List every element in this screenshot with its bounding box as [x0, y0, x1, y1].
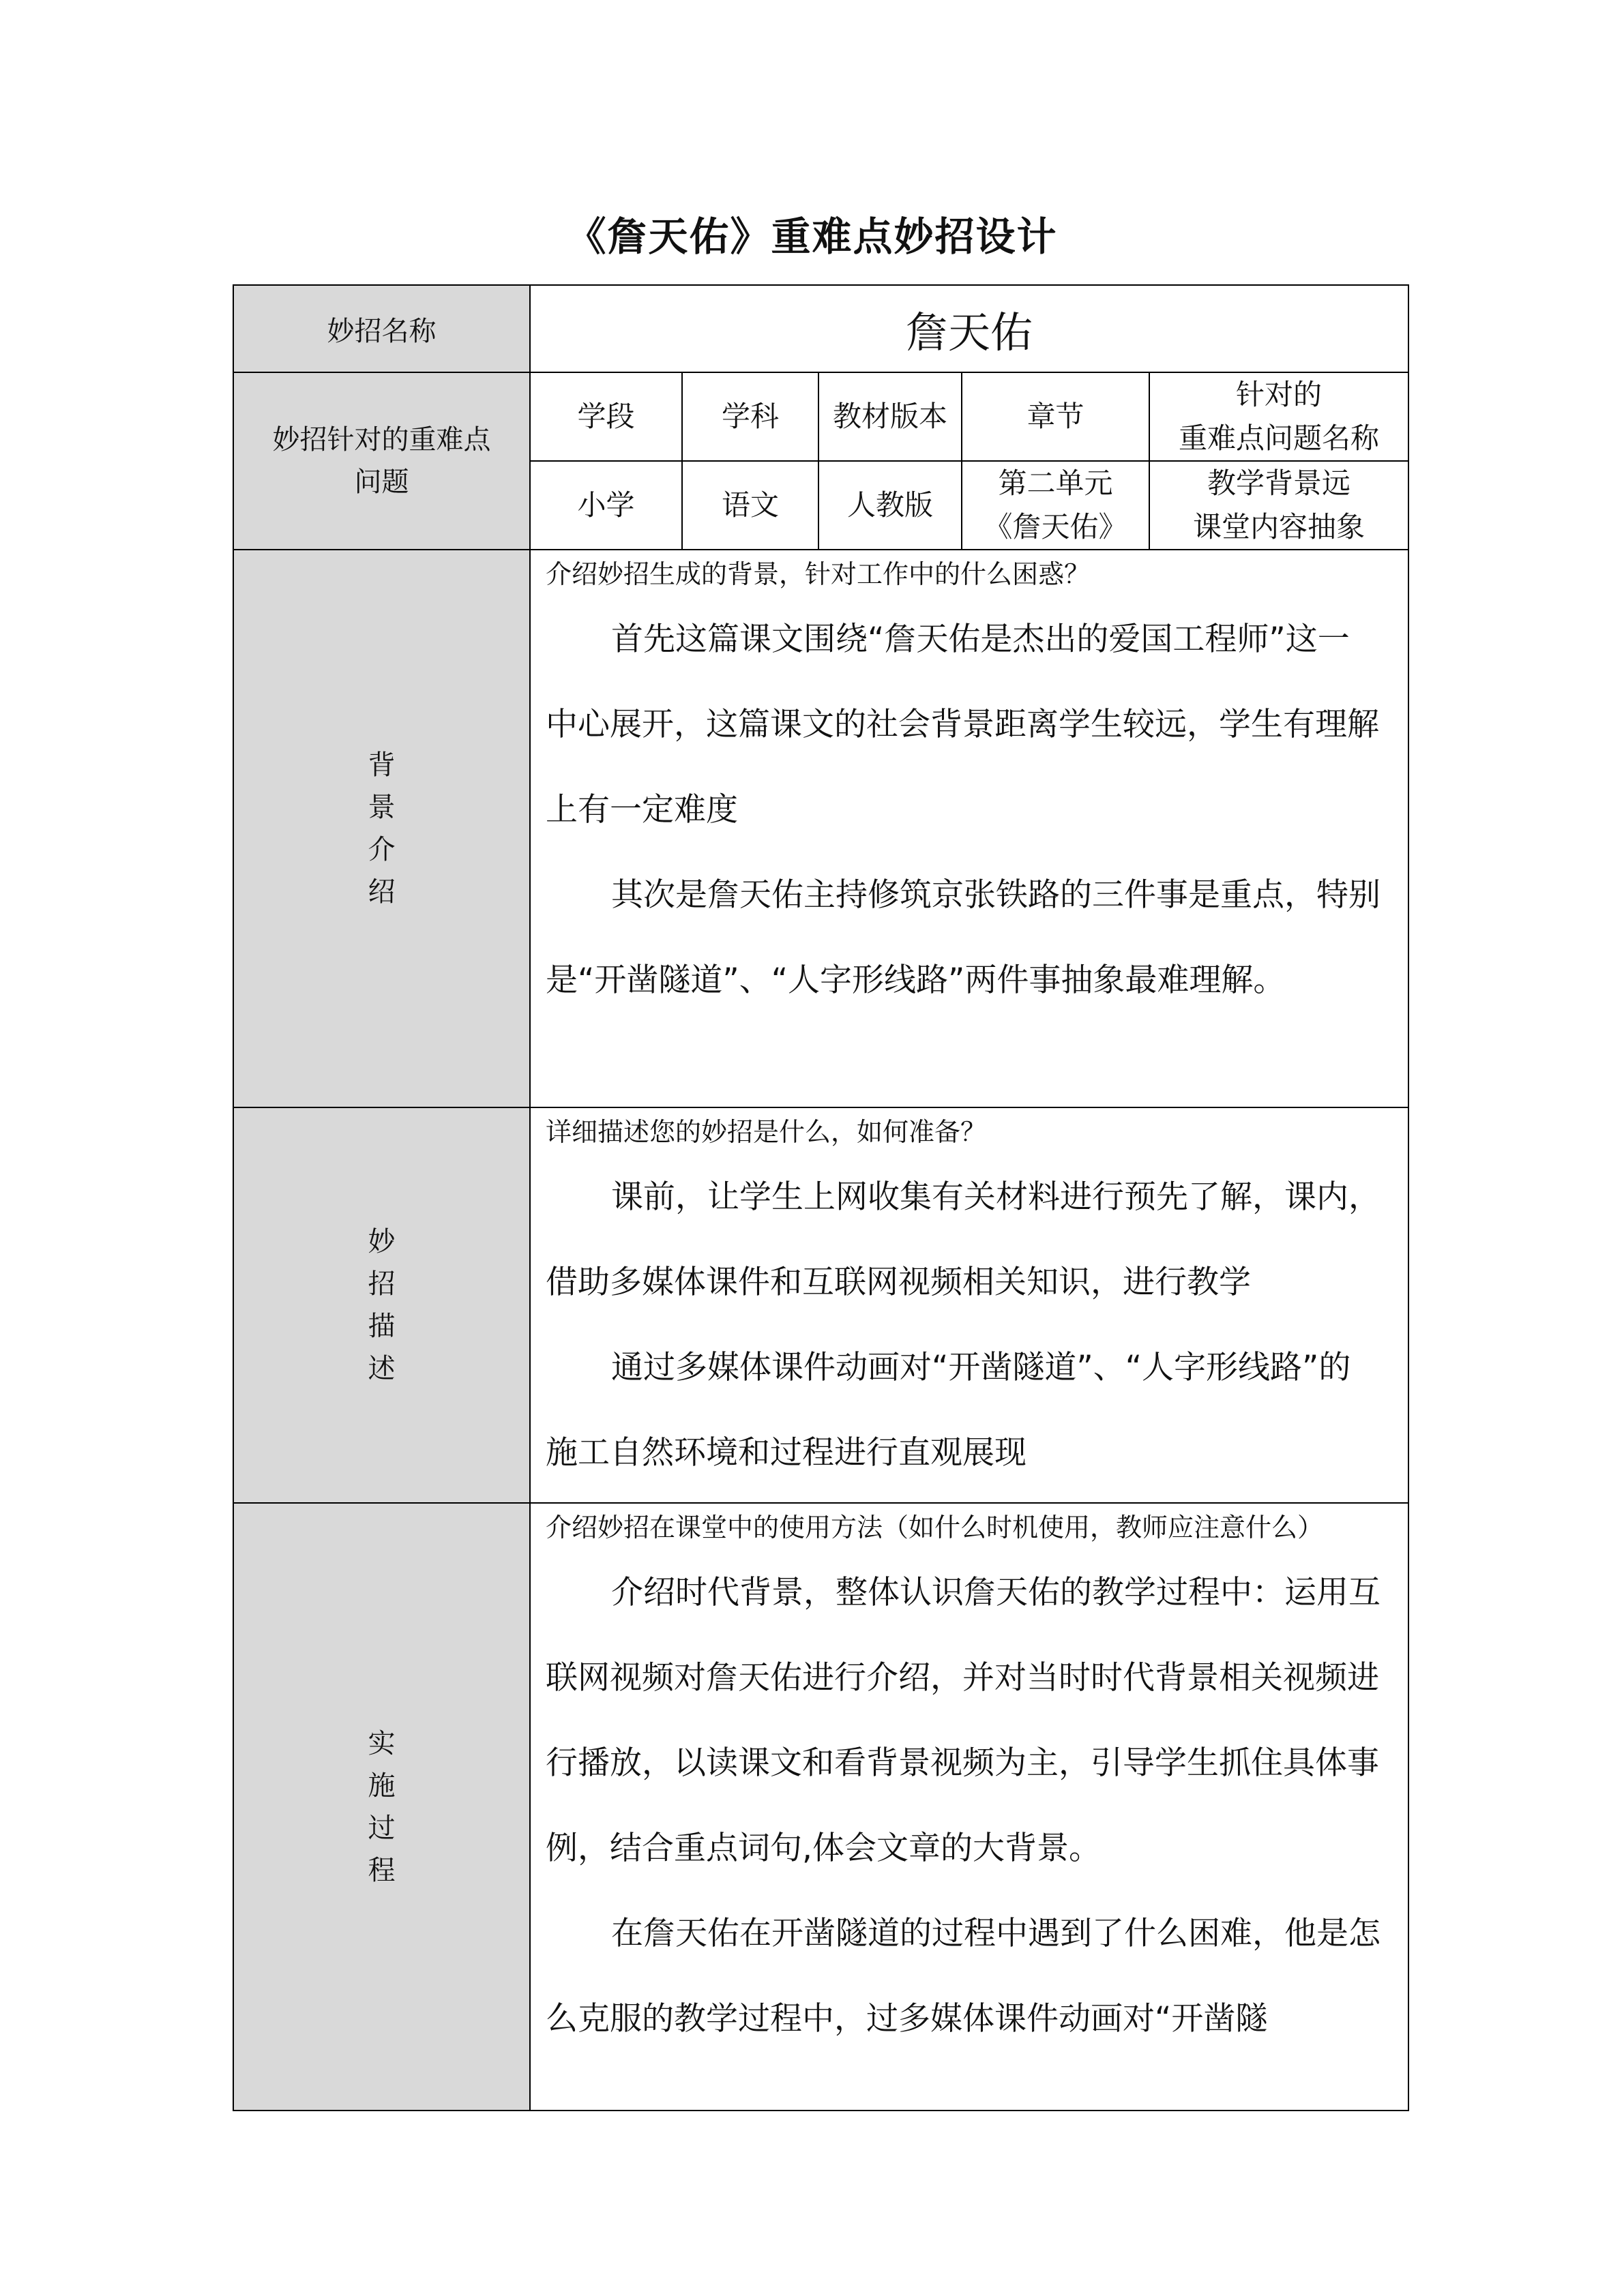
description-content	[530, 1107, 1408, 1503]
value-subject: 语文	[682, 461, 818, 550]
implementation-question: 介绍妙招在课堂中的使用方法（如什么时机使用，教师应注意什么）	[546, 1512, 1324, 1542]
background-paragraph: 首先这篇课文围绕“詹天佑是杰出的爱国工程师”这一中心展开，这篇课文的社会背景距离学生较远，学生有理解上有一定难度	[546, 621, 1379, 829]
implementation-label-char: 实	[368, 1727, 396, 1759]
page-title: 《詹天佑》重难点妙招设计	[566, 213, 1058, 260]
value-chapter-line2: 《詹天佑》	[984, 510, 1127, 543]
problem-label-line1: 妙招针对的重难点	[272, 424, 491, 456]
description-row	[233, 1107, 1408, 1503]
description-question: 详细描述您的妙招是什么，如何准备？	[546, 1117, 987, 1147]
problem-label	[233, 372, 530, 550]
implementation-row	[233, 1503, 1408, 2111]
background-label	[233, 550, 530, 1107]
background-question: 介绍妙招生成的背景，针对工作中的什么困惑？	[546, 559, 1091, 589]
background-paragraph: 其次是詹天佑主持修筑京张铁路的三件事是重点，特别是“开凿隧道”、“人字形线路”两件事抽象最难理解。	[546, 876, 1381, 999]
name-row	[233, 285, 1408, 372]
header-chapter: 章节	[962, 372, 1149, 461]
problem-label-line2: 问题	[354, 466, 409, 498]
background-label-char: 背	[368, 749, 396, 781]
implementation-label-char: 施	[368, 1770, 396, 1802]
description-label-char: 招	[368, 1268, 396, 1300]
background-label-char: 景	[368, 792, 396, 823]
header-stage: 学段	[530, 372, 682, 461]
value-chapter-line1: 第二单元	[998, 466, 1113, 500]
implementation-content	[530, 1503, 1408, 2111]
background-label-char: 介	[368, 834, 396, 865]
description-label-char: 描	[368, 1311, 396, 1342]
value-problem-name-line2: 课堂内容抽象	[1193, 510, 1365, 543]
header-problem-name-line1: 针对的	[1236, 378, 1323, 411]
header-subject: 学科	[682, 372, 818, 461]
problem-header-row	[233, 372, 1408, 461]
description-label-char: 述	[368, 1353, 396, 1384]
header-edition: 教材版本	[818, 372, 962, 461]
name-value: 詹天佑	[530, 285, 1408, 372]
description-paragraph: 课前，让学生上网收集有关材料进行预先了解，课内，借助多媒体课件和互联网视频相关知识，进行教学	[546, 1178, 1381, 1301]
implementation-label-char: 程	[368, 1854, 396, 1886]
design-form-table	[233, 284, 1409, 2111]
value-edition: 人教版	[818, 461, 962, 550]
background-label-char: 绍	[368, 876, 396, 908]
implementation-label-char: 过	[368, 1812, 396, 1844]
implementation-paragraph: 介绍时代背景，整体认识詹天佑的教学过程中：运用互联网视频对詹天佑进行介绍，并对当时时代背景相关视频进行播放，以读课文和看背景视频为主，引导学生抓住具体事例，结合重点词句,体会文章的大背景。	[546, 1574, 1381, 1867]
name-label: 妙招名称	[233, 285, 530, 372]
header-problem-name	[1149, 372, 1408, 461]
value-problem-name	[1149, 461, 1408, 550]
description-label-char: 妙	[368, 1226, 396, 1257]
value-problem-name-line1: 教学背景远	[1207, 466, 1351, 500]
description-paragraph: 通过多媒体课件动画对“开凿隧道”、“人字形线路”的施工自然环境和过程进行直观展现	[546, 1349, 1351, 1472]
header-problem-name-line2: 重难点问题名称	[1179, 421, 1380, 455]
implementation-label	[233, 1503, 530, 2111]
value-chapter	[962, 461, 1149, 550]
value-stage: 小学	[530, 461, 682, 550]
background-content	[530, 550, 1408, 1107]
background-row	[233, 550, 1408, 1107]
implementation-paragraph: 在詹天佑在开凿隧道的过程中遇到了什么困难，他是怎么克服的教学过程中，过多媒体课件动画对“开凿隧	[546, 1915, 1381, 2038]
description-label	[233, 1107, 530, 1503]
